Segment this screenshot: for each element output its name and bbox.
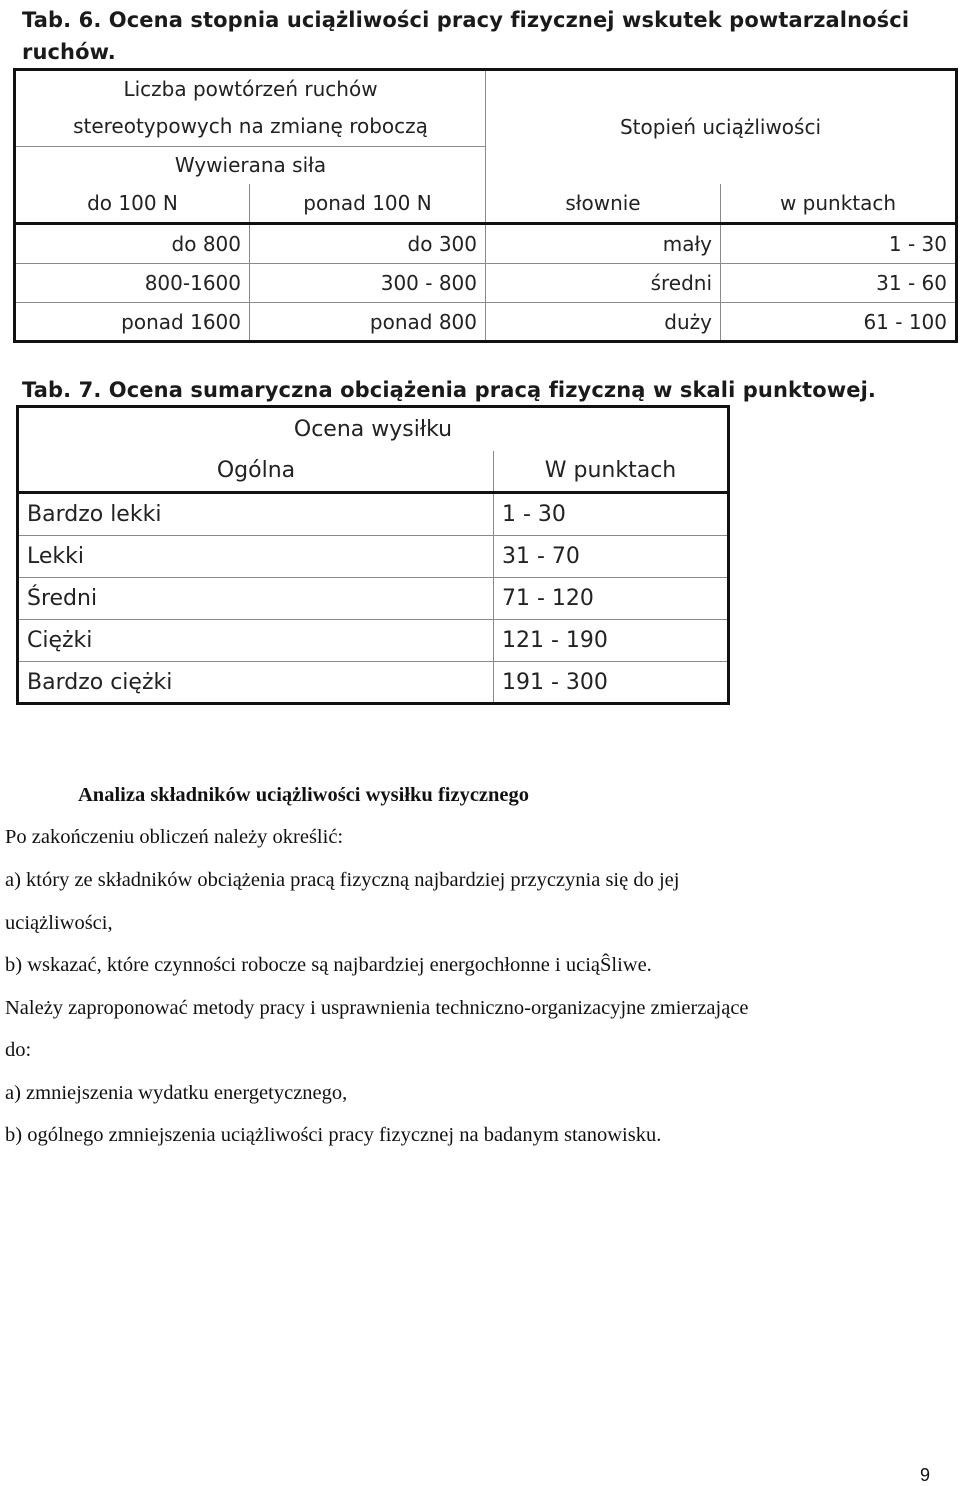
header-severity-words: słownie: [486, 184, 721, 224]
cell-general: Lekki: [18, 536, 494, 578]
cell-severity-points: 31 - 60: [721, 264, 957, 303]
cell-points: 191 - 300: [494, 662, 729, 704]
header-general: Ogólna: [18, 451, 494, 493]
header-repetitions-line1: Liczba powtórzeń ruchów: [15, 70, 486, 107]
cell-force-low: 800-1600: [15, 264, 250, 303]
cell-severity-points: 61 - 100: [721, 303, 957, 342]
cell-force-high: 300 - 800: [250, 264, 486, 303]
cell-severity-words: mały: [486, 224, 721, 264]
cell-general: Bardzo lekki: [18, 493, 494, 536]
table6-severity-by-repetitions: [13, 68, 958, 343]
table-row: [15, 303, 957, 342]
cell-general: Średni: [18, 578, 494, 620]
table7-caption: Tab. 7. Ocena sumaryczna obciążenia pracą fizyczną w skali punktowej.: [22, 378, 876, 402]
cell-general: Ciężki: [18, 620, 494, 662]
table-row: [18, 578, 729, 620]
header-effort: Ocena wysiłku: [18, 407, 729, 451]
header-force-low: do 100 N: [15, 184, 250, 224]
cell-points: 121 - 190: [494, 620, 729, 662]
table7-summary-effort-scale: [16, 405, 730, 705]
body-line: a) zmniejszenia wydatku energetycznego,: [5, 1082, 348, 1104]
cell-severity-words: średni: [486, 264, 721, 303]
table-row: [18, 536, 729, 578]
cell-force-low: do 800: [15, 224, 250, 264]
body-line: b) wskazać, które czynności robocze są najbardziej energochłonne i uciąŜliwe.: [5, 954, 652, 976]
cell-severity-words: duży: [486, 303, 721, 342]
body-line: b) ogólnego zmniejszenia uciążliwości pracy fizycznej na badanym stanowisku.: [5, 1124, 662, 1146]
cell-force-high: ponad 800: [250, 303, 486, 342]
cell-general: Bardzo ciężki: [18, 662, 494, 704]
header-force: Wywierana siła: [15, 147, 486, 184]
cell-force-high: do 300: [250, 224, 486, 264]
table-row: [15, 224, 957, 264]
page-number: 9: [920, 1465, 931, 1485]
cell-points: 31 - 70: [494, 536, 729, 578]
header-repetitions-line2: stereotypowych na zmianę roboczą: [15, 107, 486, 147]
header-severity-points: w punktach: [721, 184, 957, 224]
body-line: uciążliwości,: [5, 912, 113, 934]
body-line: a) który ze składników obciążenia pracą fizyczną najbardziej przyczynia się do jej: [5, 869, 680, 891]
cell-points: 71 - 120: [494, 578, 729, 620]
table-row: [15, 264, 957, 303]
table-row: [18, 662, 729, 704]
body-line: Należy zaproponować metody pracy i usprawnienia techniczno-organizacyjne zmierzające: [5, 997, 749, 1019]
body-line: Po zakończeniu obliczeń należy określić:: [5, 826, 344, 848]
body-line: do:: [5, 1039, 32, 1061]
cell-force-low: ponad 1600: [15, 303, 250, 342]
header-points: W punktach: [494, 451, 729, 493]
header-severity: Stopień uciążliwości: [486, 70, 957, 184]
table-row: [18, 620, 729, 662]
cell-severity-points: 1 - 30: [721, 224, 957, 264]
table-row: [18, 493, 729, 536]
section-heading: Analiza składników uciążliwości wysiłku fizycznego: [78, 784, 530, 806]
header-force-high: ponad 100 N: [250, 184, 486, 224]
table6-caption: Tab. 6. Ocena stopnia uciążliwości pracy fizycznej wskutek powtarzalności ruchów.: [22, 8, 910, 64]
cell-points: 1 - 30: [494, 493, 729, 536]
